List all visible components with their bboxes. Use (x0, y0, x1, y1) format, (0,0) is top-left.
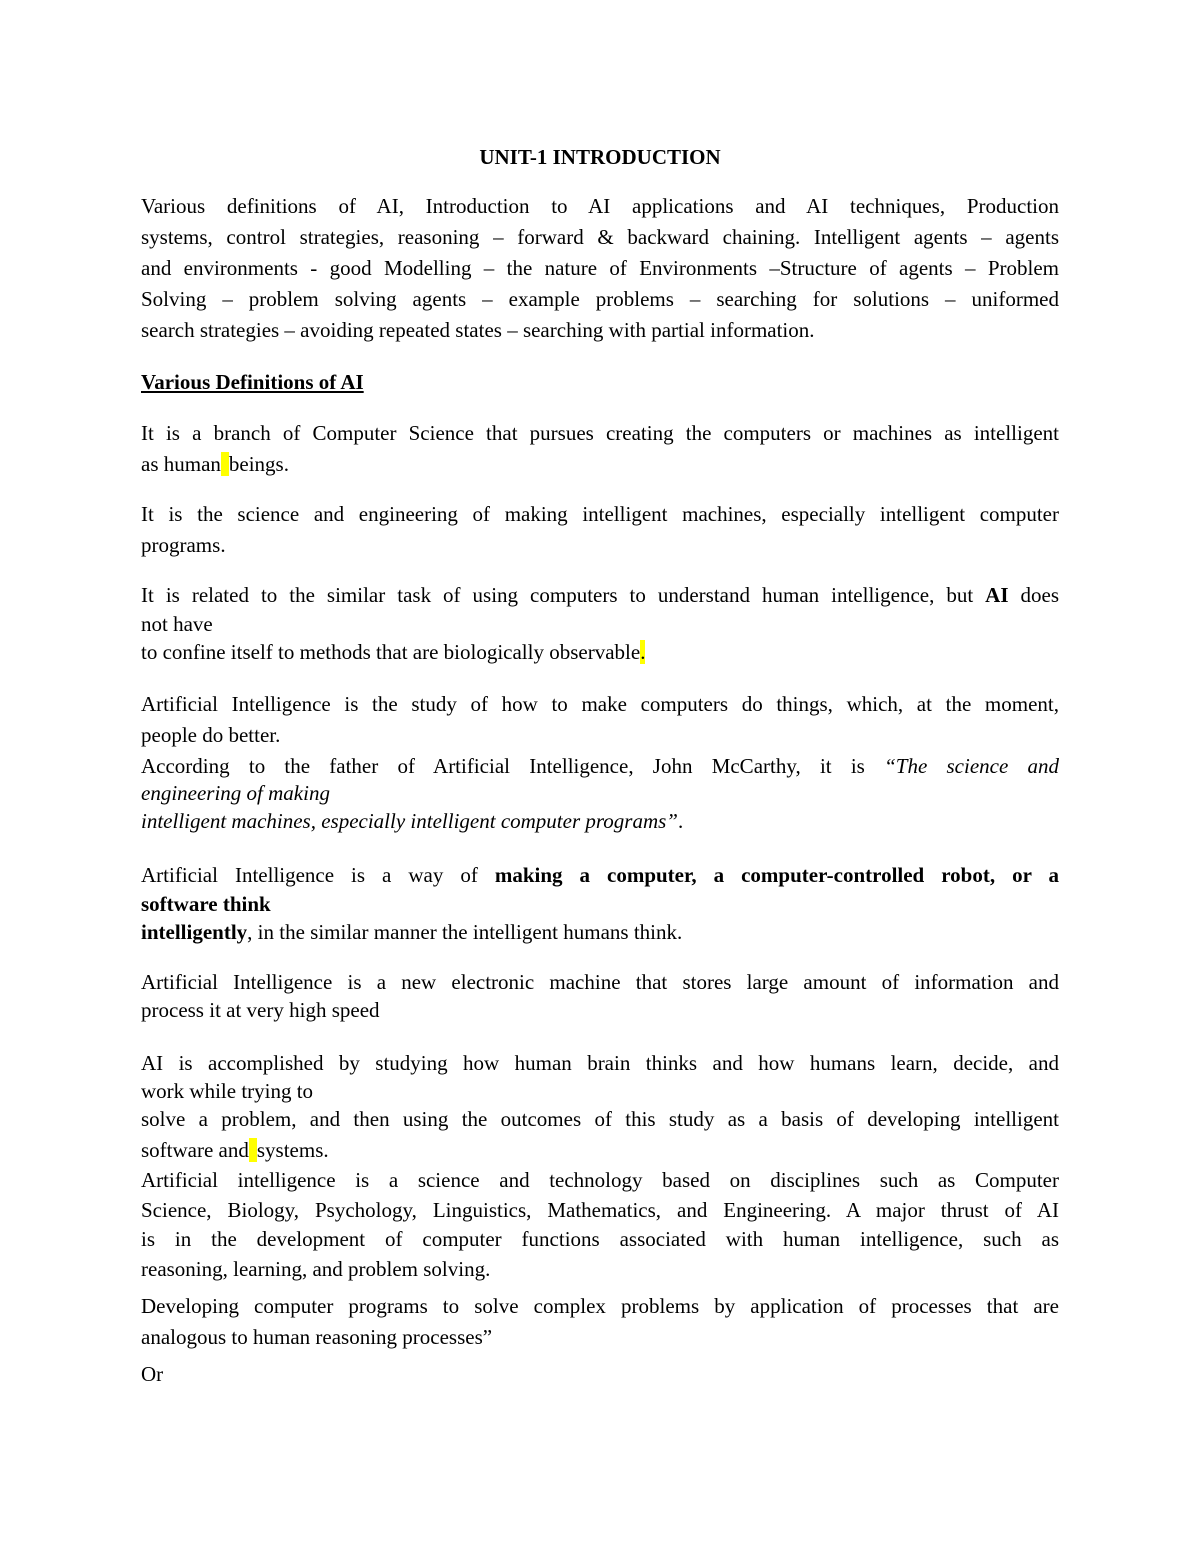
definition-4 (141, 689, 1059, 837)
def7-line4a: software and (141, 1138, 249, 1162)
highlight-mark (249, 1138, 257, 1162)
definition-3 (141, 580, 1059, 668)
def8-line: reasoning, learning, and problem solving. (141, 1256, 491, 1281)
definition-7 (141, 1048, 1059, 1166)
def5-line1a: Artificial Intelligence is a way of (141, 863, 478, 887)
def4-line2: people do better. (141, 723, 281, 747)
def1-line2b: beings. (228, 452, 289, 476)
def2-line1: It is the science and engineering of making intelligent machines, especially intelligent computer (141, 502, 1059, 526)
def7-line3: solve a problem, and then using the outcomes of this study as a basis of developing intelligent (141, 1107, 1059, 1131)
or-label: Or (141, 1362, 164, 1386)
def4-line4 (141, 781, 1059, 806)
def7-line4b: systems. (256, 1138, 329, 1162)
def4-quote-mid: engineering of making (141, 781, 330, 805)
definition-2 (141, 499, 1059, 561)
def7-line1: AI is accomplished by studying how human brain thinks and how humans learn, decide, and (141, 1051, 1059, 1075)
syllabus-line: and environments - good Modelling – the nature of Environments –Structure of agents – Problem (141, 256, 1059, 280)
def4-line1: Artificial Intelligence is the study of how to make computers do things, which, at the moment, (141, 692, 1059, 716)
def2-line2: programs. (141, 533, 226, 557)
page-title: UNIT-1 INTRODUCTION (479, 145, 721, 169)
def3-line2: not have (141, 612, 213, 636)
def9-line2: analogous to human reasoning processes” (141, 1325, 493, 1349)
def4-line3 (141, 751, 1059, 781)
def7-line4 (141, 1135, 1059, 1166)
def3-line1 (141, 580, 1059, 611)
def4-line5-end: . (677, 809, 684, 833)
definition-1 (141, 418, 1059, 480)
def7-line2: work while trying to (141, 1079, 314, 1103)
def6-line2: process it at very high speed (141, 998, 380, 1022)
def3-line1b: AI (985, 583, 1009, 607)
syllabus-line: Solving – problem solving agents – example problems – searching for solutions – uniformed (141, 287, 1059, 311)
def3-line1c: does (1020, 583, 1060, 607)
def3-line3-text: to confine itself to methods that are biologically observable (141, 640, 641, 664)
definition-5 (141, 860, 1059, 948)
definition-9 (141, 1291, 1059, 1353)
def4-line3a: According to the father of Artificial Intelligence, John McCarthy, it is (141, 754, 865, 778)
syllabus-line: search strategies – avoiding repeated states – searching with partial information. (141, 318, 815, 342)
syllabus-line: systems, control strategies, reasoning – forward & backward chaining. Intelligent agents – agents (141, 225, 1059, 249)
def8-line: Science, Biology, Psychology, Linguistics, Mathematics, and Engineering. A major thrust of AI (141, 1197, 1059, 1222)
def3-line3 (141, 637, 1059, 668)
highlight-mark (221, 452, 229, 476)
def1-line1: It is a branch of Computer Science that pursues creating the computers or machines as intelligent (141, 421, 1059, 445)
def5-line1b: making a computer, a computer-controlled robot, or a (494, 863, 1060, 887)
section-heading: Various Definitions of AI (141, 370, 364, 394)
definition-8 (141, 1166, 1059, 1284)
def1-line2 (141, 449, 1059, 480)
section-heading-block (141, 367, 1059, 398)
def8-line: Artificial intelligence is a science and technology based on disciplines such as Computer (141, 1168, 1059, 1192)
definition-6 (141, 968, 1059, 1024)
def4-quote-start: “The science and (884, 754, 1060, 778)
def9-line1: Developing computer programs to solve complex problems by application of processes that are (141, 1294, 1059, 1318)
def5-line3 (141, 917, 1059, 948)
or-block (141, 1359, 1059, 1390)
def5-line3-rest: , in the similar manner the intelligent humans think. (247, 920, 683, 944)
syllabus-paragraph (141, 191, 1059, 346)
syllabus-line: Various definitions of AI, Introduction to AI applications and AI techniques, Production (141, 194, 1059, 218)
highlighted-period: . (640, 640, 646, 664)
def4-quote-end: intelligent machines, especially intelligent computer programs” (141, 809, 678, 833)
def1-line2a: as human (141, 452, 221, 476)
def5-line1 (141, 860, 1059, 891)
def4-line5 (141, 806, 1059, 837)
def6-line1: Artificial Intelligence is a new electronic machine that stores large amount of information and (141, 970, 1059, 994)
def5-line3-bold: intelligently (141, 920, 248, 944)
def3-line1a: It is related to the similar task of using computers to understand human intelligence, but (141, 583, 974, 607)
def5-line2 (141, 891, 1059, 917)
def8-line: is in the development of computer functions associated with human intelligence, such as (141, 1227, 1059, 1251)
def5-line2-bold: software think (141, 892, 271, 916)
